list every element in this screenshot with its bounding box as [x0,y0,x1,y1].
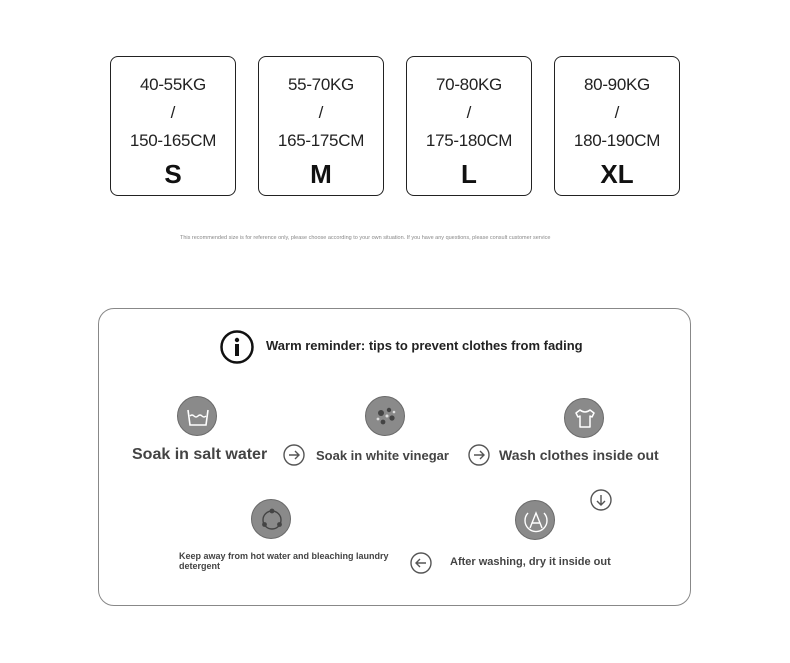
height-range: 175-180CM [425,131,513,150]
weight-range: 70-80KG [436,75,502,94]
weight-range: 40-55KG [140,75,206,94]
separator: / [466,103,472,122]
arrow-right-icon [468,444,490,466]
step-label-salt-water: Soak in salt water [132,446,268,463]
size-card-l [406,56,532,196]
weight-range: 55-70KG [288,75,354,94]
separator: / [318,103,324,122]
weight-range: 80-90KG [584,75,650,94]
step-label-white-vinegar: Soak in white vinegar [316,448,449,463]
reminder-title: Warm reminder: tips to prevent clothes from fading [266,338,583,353]
step-label-inside-out: Wash clothes inside out [499,447,659,463]
size-label: XL [600,159,634,189]
size-card-xl [554,56,680,196]
arrow-down-icon [590,489,612,511]
size-label: M [310,159,332,189]
height-range: 180-190CM [573,131,661,150]
separator: / [614,103,620,122]
size-card-s [110,56,236,196]
cycle-triangle-icon [251,499,291,539]
size-label: L [461,159,477,189]
dots-cluster-icon [365,396,405,436]
arrow-left-icon [410,552,432,574]
size-label: S [164,159,182,189]
circled-a-icon [515,500,555,540]
water-basin-icon [177,396,217,436]
step-label-dry-inside-out: After washing, dry it inside out [450,556,611,568]
shirt-icon [564,398,604,438]
height-range: 150-165CM [129,131,217,150]
separator: / [170,103,176,122]
arrow-right-icon [283,444,305,466]
size-note: This recommended size is for reference only, please choose according to your own situation. If you have any questions, please consult customer service [180,235,551,241]
size-card-m [258,56,384,196]
step-label-hot-water: Keep away from hot water and bleaching laundry detergent [179,551,389,571]
info-icon [220,330,254,364]
height-range: 165-175CM [277,131,365,150]
